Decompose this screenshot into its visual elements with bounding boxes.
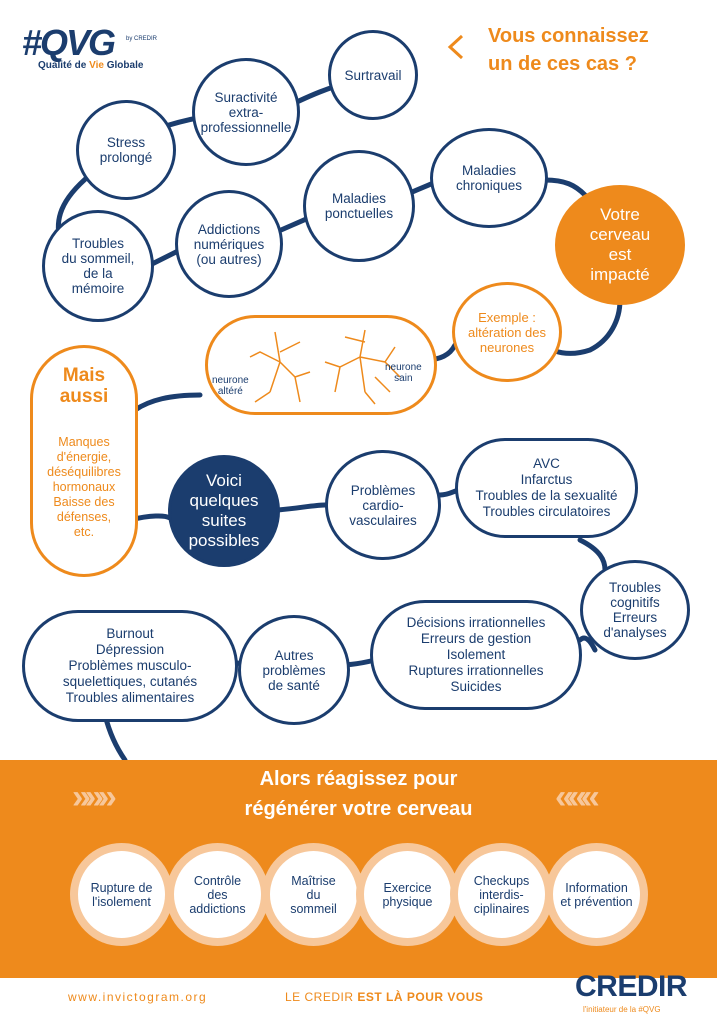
cause-troubles-sommeil: Troubles du sommeil, de la mémoire — [42, 210, 154, 322]
action-sommeil — [262, 843, 365, 946]
action-isolement — [70, 843, 173, 946]
credir-logo: CREDIR — [575, 970, 688, 1003]
cause-addictions: Addictions numériques (ou autres) — [175, 190, 283, 298]
action-label: Information et prévention — [553, 851, 640, 938]
footer-url-link[interactable]: www.invictogram.org — [68, 990, 208, 1004]
footer-tagline: LE CREDIR EST LÀ POUR VOUS — [285, 990, 484, 1004]
brain-impact-badge: Votre cerveau est impacté — [555, 185, 685, 305]
chevrons-right-icon: »»» — [72, 778, 111, 816]
page-title: Vous connaissez un de ces cas ? — [488, 25, 649, 75]
neuron-healthy-label: neurone sain — [385, 362, 422, 384]
consequence-burnout: Burnout Dépression Problèmes musculo- squelettiques, cutanés Troubles alimentaires — [22, 610, 238, 722]
action-label: Contrôle des addictions — [174, 851, 261, 938]
cause-surtravail: Surtravail — [328, 30, 418, 120]
logo-by-text: by CREDIR — [126, 36, 158, 42]
neuron-altered-label: neurone altéré — [212, 375, 249, 397]
consequence-health: Autres problèmes de santé — [238, 615, 350, 725]
mais-aussi-title: Mais aussi — [59, 365, 109, 407]
cause-suractivite: Suractivité extra- professionnelle — [192, 58, 300, 166]
mais-aussi-text: Manques d'énergie, déséquilibres hormonaux Baisse des défenses, etc. — [47, 435, 121, 539]
chevrons-left-icon: ««« — [555, 778, 594, 816]
cause-maladies-ponctuelles: Maladies ponctuelles — [303, 150, 415, 262]
example-neurons: Exemple : altération des neurones — [452, 282, 562, 382]
consequence-decisions: Décisions irrationnelles Erreurs de gestion Isolement Ruptures irrationnelles Suicides — [370, 600, 582, 710]
qvg-logo: #QVG — [22, 22, 115, 63]
consequences-title: Voici quelques suites possibles — [168, 455, 280, 567]
action-label: Maîtrise du sommeil — [270, 851, 357, 938]
credir-subtitle: l'initiateur de la #QVG — [583, 1005, 661, 1014]
action-checkups — [450, 843, 553, 946]
consequence-cognitive: Troubles cognitifs Erreurs d'analyses — [580, 560, 690, 660]
cause-maladies-chroniques: Maladies chroniques — [430, 128, 548, 228]
banner-title: Alors réagissez pour régénérer votre cerveau — [244, 768, 473, 820]
action-addictions — [166, 843, 269, 946]
consequence-cardio: Problèmes cardio- vasculaires — [325, 450, 441, 560]
cause-stress: Stress prolongé — [76, 100, 176, 200]
action-exercice — [356, 843, 459, 946]
consequence-avc: AVC Infarctus Troubles de la sexualité Troubles circulatoires — [455, 438, 638, 538]
logo-subtitle: Qualité de Vie Globale — [38, 60, 144, 71]
action-information — [545, 843, 648, 946]
action-label: Exercice physique — [364, 851, 451, 938]
action-label: Checkups interdis- ciplinaires — [458, 851, 545, 938]
action-label: Rupture de l'isolement — [78, 851, 165, 938]
